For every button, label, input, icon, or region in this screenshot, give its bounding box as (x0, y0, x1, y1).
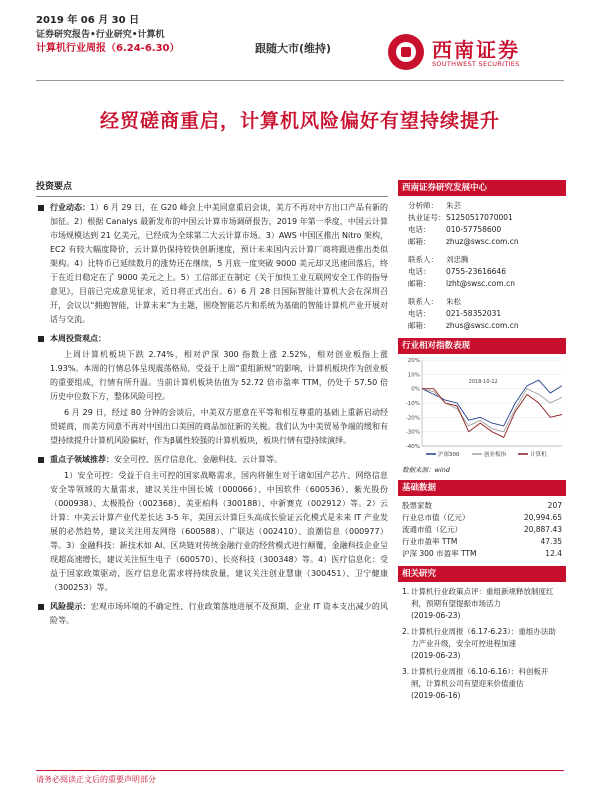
section-title: 投资要点 (36, 182, 73, 192)
stat-label: 沪深 300 市盈率 TTM (402, 549, 477, 558)
stat-value: 207 (547, 501, 562, 510)
series-line (422, 389, 562, 432)
y-tick-label: 0% (411, 386, 420, 393)
contact1-email[interactable]: lzht@swsc.com.cn (446, 279, 515, 288)
footer-divider (36, 770, 564, 771)
contact2-email[interactable]: zhus@swsc.com.cn (446, 321, 519, 330)
stat-row (398, 512, 566, 524)
rating-label: 跟随大市(维持) (255, 42, 332, 55)
review-paragraph-1: 上周计算机板块下跌 2.74%，相对沪深 300 指数上涨 2.52%，相对创业板指上涨 1.93%。本周的行情总体呈现震荡格局，受益于上周“重组新规”的影响，计算机板块作为创业板的重要组成，行情有所升温。当前计算机板块估值为 52.72 倍市盈率 TTM，仍处于 57.50 倍历史中位数下方，整体风险可控。 (50, 350, 388, 401)
stat-row (398, 500, 566, 512)
stat-value: 47.35 (540, 537, 562, 546)
related-date: (2019-06-16) (411, 691, 461, 700)
logo-text-cn: 西南证券 (432, 38, 520, 62)
contact2-phone: 021-58352031 (446, 309, 502, 318)
header-left (36, 14, 180, 56)
related-number: 2. (402, 627, 410, 636)
related-item[interactable] (402, 666, 562, 702)
y-tick-label: 10% (407, 372, 420, 379)
bullet-label: 重点子领域推荐： (50, 455, 114, 464)
stat-label: 行业市盈率 TTM (402, 537, 458, 546)
y-tick-label: -30% (405, 429, 420, 436)
legend-label: 沪深300 (438, 452, 460, 458)
contact1-phone: 0755-23616646 (446, 267, 506, 276)
focus-detail: 1）安全可控：受益于自主可控的国家战略需求，国内将催生对于诸如国产芯片、网络信息安全等领域的大量需求，建议关注中国长城（000066）、中国软件（600536）、紫光股份（000938）、太极股份（002368）、美亚柏科（300188）、中新赛克（002912）等。2）云计算：中美云计算产业代差长达 3-5 年，美国云计算巨头高成长验证云化模式是未来 IT 产业发展的必然趋势，建议关注用友网络（600588）、广联达（002410）、浪潮信息（000977）等。3）金融科技：新技术如 AI、区块链对传统金融行业的经营模式进行颠覆，金融科技企业呈现超高速增长，建议关注恒生电子（600570）、长亮科技（300348）等。4）医疗信息化：受益于国家政策驱动，医疗信息化需求将持续放量，建议关注创业慧康（300451）、卫宁健康（300253）等。 (50, 471, 388, 592)
bullet-text: 安全可控、医疗信息化、金融科技、云计算等。 (114, 455, 282, 464)
footer-disclaimer: 请务必阅读正文后的重要声明部分 (36, 775, 156, 784)
bullet-text: 宏观市场环境的不确定性、行业政策落地进展不及预期、企业 IT 资本支出减少的风险等。 (50, 602, 388, 625)
related-item[interactable] (402, 626, 562, 662)
review-paragraph-2: 6 月 29 日，经过 80 分钟的会谈后，中美双方愿意在平等和相互尊重的基础上重新启动经贸磋商，而美方同意不再对中国出口美国的商品加征新的关税。我们认为中美贸易争端的缓和有望持续提升计算机风险偏好，作为β属性较强的计算机板块，板块行情有望持续演绎。 (50, 408, 388, 445)
related-item[interactable] (402, 586, 562, 622)
related-title: 计算机行业政策点评：重组新规释放制度红利，预期有望提振市场活力 (411, 587, 554, 608)
y-tick-label: 20% (407, 358, 420, 364)
chart-source: 数据来源：wind (402, 466, 450, 474)
main-column (36, 180, 388, 628)
stat-value: 12.4 (545, 549, 562, 558)
chart-header: 行业相对指数表现 (398, 338, 566, 354)
report-series: 计算机行业周报（6.24-6.30） (36, 43, 180, 54)
bullet-label: 行业动态： (50, 203, 91, 212)
section-divider (36, 196, 388, 197)
y-tick-label: -20% (405, 415, 420, 422)
analyst-phone: 010-57758600 (446, 225, 502, 234)
logo-mark-icon (388, 34, 424, 70)
bullet-risk (36, 600, 388, 628)
related-number: 1. (402, 587, 410, 596)
analyst-name: 朱芸 (446, 201, 461, 210)
analyst-license: S1250517070001 (446, 213, 513, 222)
related-title: 计算机行业周报（6.10-6.16）：科创板开闸，计算机公司有望迎来价值重估 (411, 667, 549, 688)
basic-data-table (398, 500, 566, 560)
y-tick-label: -40% (405, 444, 420, 450)
bullet-industry (36, 201, 388, 327)
logo-text-en: SOUTHWEST SECURITIES (432, 60, 520, 68)
related-number: 3. (402, 667, 410, 676)
contact2-name: 朱松 (446, 297, 461, 306)
side-column (398, 180, 566, 706)
stat-row (398, 524, 566, 536)
bullet-focus (36, 453, 388, 467)
y-tick-label: -10% (405, 401, 420, 407)
bullet-square-icon (38, 604, 44, 610)
related-research-header: 相关研究 (398, 566, 566, 582)
bullet-label: 风险提示： (50, 602, 91, 611)
bullet-square-icon (38, 205, 44, 211)
related-date: (2019-06-23) (411, 651, 461, 660)
analyst-email[interactable]: zhuz@swsc.com.cn (446, 237, 519, 246)
legend-label: 计算机 (530, 452, 547, 458)
company-logo (388, 32, 566, 74)
stat-row (398, 536, 566, 548)
x-annotation-label: 2018-10-12 (468, 378, 498, 385)
analyst-info: 分析师： 朱芸 执业证号：S1250517070001 电话： 010-57758600 邮箱： zhuz@swsc.com.cn 联系人： 刘忠腾 电话： 0755-23616646 邮箱： lzht@swsc.com.cn 联系人： 朱松 电话： 021-58352031 邮箱： zhus@swsc.com.cn (408, 201, 519, 330)
report-date: 2019 年 06 月 30 日 (36, 15, 140, 26)
related-title: 计算机行业周报（6.17-6.23）：重组办法助力产业升级，安全可控进程加速 (411, 627, 556, 648)
stat-value: 20,887.43 (523, 525, 562, 534)
bullet-square-icon (38, 457, 44, 463)
stat-label: 流通市值（亿元） (402, 525, 462, 534)
bullet-square-icon (38, 336, 44, 342)
bullet-label: 本周投资观点： (50, 334, 106, 343)
related-date: (2019-06-23) (411, 611, 461, 620)
relative-index-chart (398, 354, 566, 464)
legend-label: 创业板指 (484, 452, 507, 458)
related-research-list (398, 582, 566, 702)
stat-row (398, 548, 566, 560)
contact1-name: 刘忠腾 (446, 255, 469, 264)
header-divider (36, 80, 564, 81)
bullet-review (36, 332, 388, 346)
bullet-text: 1）6 月 29 日，在 G20 峰会上中美同意重启会谈，美方不再对中方出口产品有新的加征。2）根据 Canalys 最新发布的中国云计算市场调研报告，2019 年第一季度，中国云计算市场规模达到 21 亿美元，已经成为全球第二大云计算市场。3）AWS 中国区推出 Nitro 架构，EC2 有较大幅度降价，云计算仍保持较快创新速度，预计未来国内云计算厂商将跟进推出类似架构。4）比特币已延续数月的涨势还在继续，5 月底一度突破 9000 美元却又迅速回落后，终于在近日稳定在了 9000 美元之上。5）工信部正在制定《关于加快工业互联网安全工作的指导意见》，目前已完成意见征求，近日将正式出台。6）6 月 28 日国际智能计算机大会在深圳召开，会议以“拥抱智能，计算未来”为主题，围绕智能芯片和系统为基础的智能计算机产业开展对话与交流。 (50, 203, 389, 324)
report-category: 证券研究报告•行业研究•计算机 (36, 30, 165, 40)
chart-svg (398, 354, 566, 464)
research-center-header: 西南证券研究发展中心 (398, 180, 566, 196)
report-title: 经贸磋商重启，计算机风险偏好有望持续提升 (99, 110, 500, 132)
basic-data-header: 基础数据 (398, 480, 566, 496)
stat-label: 行业总市值（亿元） (402, 513, 470, 522)
stat-value: 20,994.65 (523, 513, 562, 522)
stat-label: 股票家数 (402, 501, 432, 510)
